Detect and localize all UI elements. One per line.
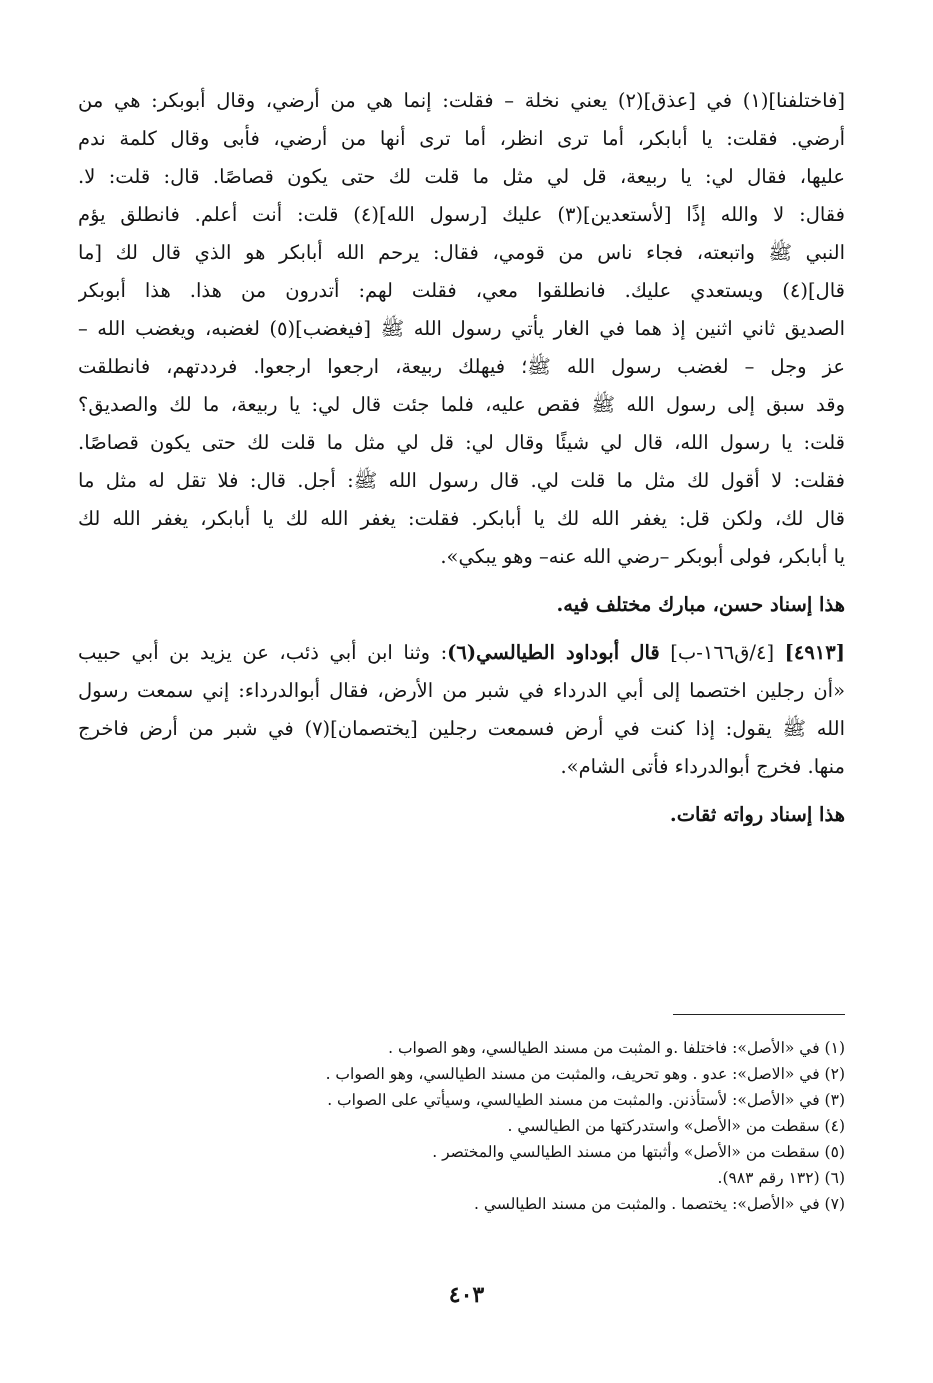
text-line: النبي ﷺ واتبعته، فجاء ناس من قومي، فقال: يرحم الله أبابكر هو الذي قال لك [ما [78, 241, 845, 264]
isnad-verdict: هذا إسناد رواته ثقات. [669, 803, 845, 826]
footnote: (٧) في «الأصل»: يختصما . والمثبت من مسند الطيالسي . [473, 1195, 845, 1213]
isnad-verdict: هذا إسناد حسن، مبارك مختلف فيه. [556, 593, 845, 616]
hadith-header-line [78, 634, 845, 672]
text-line: عز وجل – لغضب رسول الله ﷺ؛ فيهلك ربيعة، ارجعوا ارجعوا. فرددتهم، فانطلقت [78, 355, 845, 378]
footnote: (٥) سقطت من «الأصل» وأثبتها من مسند الطيالسي والمختصر . [432, 1143, 845, 1161]
text-line: أرضي. فقلت: يا أبابكر، أما ترى انظر، أما ترى أنها من أرضي، فأبى وقال كلمة ندم [78, 127, 845, 150]
manuscript-ref: [٤/ق١٦٦-ب] [670, 641, 775, 664]
text-line: يا أبابكر، فولى أبوبكر –رضي الله عنه– وهو يبكي». [440, 545, 845, 568]
text-line: الصديق ثاني اثنين إذ هما في الغار يأتي رسول الله ﷺ [فيغضب](٥) لغضبه، ويغضب الله – [78, 317, 845, 340]
text-line: «أن رجلين اختصما إلى أبي الدرداء في شبر من الأرض، فقال أبوالدرداء: إني سمعت رسول [78, 679, 845, 702]
footnote: (٢) في «الاصل»: عدو . وهو تحريف، والمثبت من مسند الطيالسي، وهو الصواب . [325, 1065, 845, 1083]
footnote: (٣) في «الأصل»: لأستأذنن. والمثبت من مسند الطيالسي، وسيأتي على الصواب . [327, 1091, 845, 1109]
text-line: عليها، فقال لي: يا ربيعة، قل لي مثل ما قلت لك حتى يكون قصاصًا. قال: قلت: لا. [78, 165, 845, 188]
footnote: (١) في «الأصل»: فاختلفا .و المثبت من مسند الطيالسي، وهو الصواب . [388, 1039, 845, 1057]
main-text [78, 82, 845, 834]
footnote: (٤) سقطت من «الأصل» واستدركتها من الطيالسي . [507, 1117, 845, 1135]
narrator: قال أبوداود الطيالسي(٦) [447, 641, 660, 664]
page-number: ٤٠٣ [448, 1282, 485, 1308]
text-line: [فاختلفنا](١) في [عذق](٢) يعني نخلة – فقلت: إنما هي من أرضي، وقال أبوبكر: هي من [78, 89, 845, 112]
footnotes [78, 1035, 845, 1217]
text-line: وقد سبق إلى رسول الله ﷺ فقص عليه، فلما جئت قال لي: يا ربيعة، ما لك والصديق؟ [78, 393, 845, 416]
chain-text: : وثنا ابن أبي ذئب، عن يزيد بن أبي حبيب [78, 641, 448, 664]
text-line: فقال: لا والله إذًا [لأستعدين](٣) عليك [رسول الله](٤) قلت: أنت أعلم. فانطلق يؤم [78, 203, 845, 226]
footnote: (٦) (١٣٢ رقم ٩٨٣). [717, 1169, 845, 1187]
text-line: قلت: يا رسول الله، قال لي شيئًا وقال لي: قل لي مثل ما قلت لك حتى يكون قصاصًا. [78, 431, 845, 454]
text-line: قال لك، ولكن قل: يغفر الله لك يا أبابكر. فقلت: يغفر الله لك يا أبابكر، يغفر الله لك [78, 507, 845, 530]
text-line: الله ﷺ يقول: إذا كنت في أرض فسمعت رجلين [يختصمان](٧) في شبر من أرض فاخرج [78, 717, 845, 740]
text-line: فقلت: لا أقول لك مثل ما قلت لي. قال رسول الله ﷺ: أجل. قال: فلا تقل له مثل ما [78, 469, 845, 492]
text-line: منها. فخرج أبوالدرداء فأتى الشام». [560, 755, 845, 778]
footnote-separator [673, 1014, 845, 1015]
text-line: قال](٤) ويستعدي عليك. فانطلقوا معي، فقلت لهم: أتدرون من هذا. هذا أبوبكر [78, 279, 845, 302]
hadith-number: [٤٩١٣] [784, 641, 845, 664]
